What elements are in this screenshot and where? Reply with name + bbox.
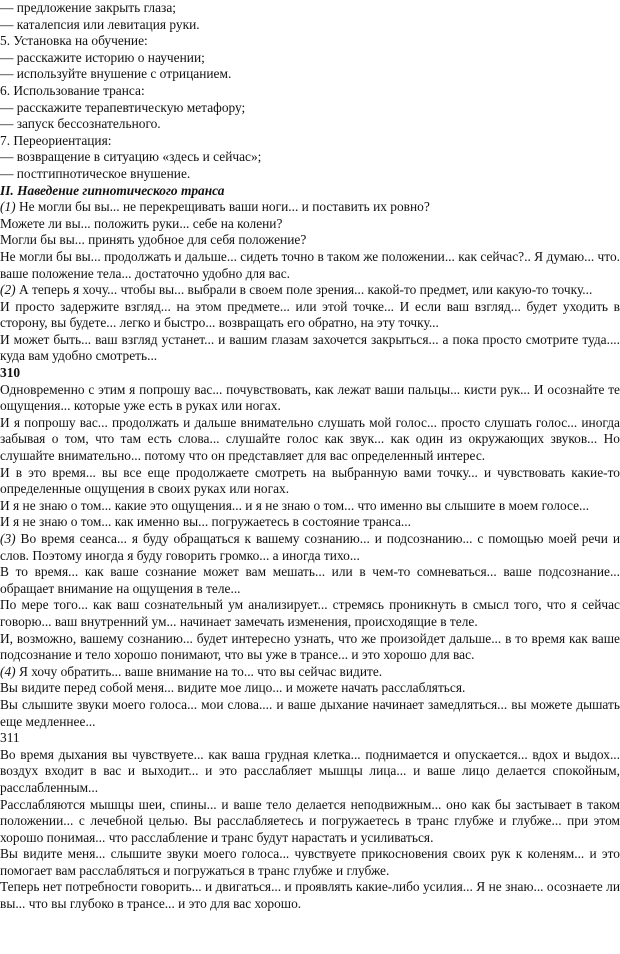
paragraph: Вы видите перед собой меня... видите мое лицо... и можете начать расслабляться.	[0, 680, 466, 696]
paragraph: Во время дыхания вы чувствуете... как ваша грудная клетка... поднимается и опускается... вдох и выдох... воздух входит в вас и выходит... и это расслабляет мышцы лица... и ваше лицо делается спокойным, расслабленным...	[0, 746, 620, 795]
paragraph: И я не знаю о том... какие это ощущения... и я не знаю о том... что именно вы слышите в моем голосе...	[0, 497, 590, 513]
paragraph: Не могли бы вы... продолжать и дальше... сидеть точно в таком же положении... как сейчас?.. Я думаю... что. ваше положение тела... достаточно удобно для вас.	[0, 248, 620, 281]
paragraph: Одновременно с этим я попрошу вас... почувствовать, как лежат ваши пальцы... кисти рук... И осознайте те ощущения... которые уже есть в руках или ногах.	[0, 381, 620, 414]
paragraph	[0, 282, 620, 299]
step-marker: (4)	[0, 663, 16, 679]
paragraph: Вы видите меня... слышите звуки моего голоса... чувствуете прикосновения своих рук к коленям... и это помогает вам расслабляться и погружаться в транс глубже и глубже.	[0, 846, 620, 878]
paragraph: И может быть... ваш взгляд устанет... и вашим глазам захочется закрыться... а пока просто смотрите туда.... куда вам удобно смотреть...	[0, 331, 620, 364]
paragraph: В то время... как ваше сознание может вам мешать... или в чем-то сомневаться... ваше подсознание... обращает внимание на ощущения в теле...	[0, 564, 620, 596]
paragraph-text: А теперь я хочу... чтобы вы... выбрали в своем поле зрения... какой-то предмет, или какую-то точку...	[15, 282, 593, 298]
page-number: 310	[0, 365, 21, 381]
list-item: — каталепсия или левитация руки.	[0, 16, 200, 32]
paragraph: Теперь нет потребности говорить... и двигаться... и проявлять какие-либо усилия... Я не знаю... осознаете ли вы... что вы глубоко в трансе... и это для вас хорошо.	[0, 879, 620, 912]
paragraph: И просто задержите взгляд... на этом предмете... или этой точке... И если ваш взгляд... будет уходить в сторону, вы будете... легко и быстро... возвращать его обратно, на эту точку...	[0, 298, 620, 331]
paragraph: По мере того... как ваш сознательный ум анализирует... стремясь проникнуть в смысл того, что я сейчас говорю... ваш внутренний ум... начинает замечать изменения, происходящие в теле.	[0, 597, 620, 629]
list-item: 7. Переориентация:	[0, 132, 112, 148]
list-item: — постгипнотическое внушение.	[0, 165, 191, 181]
paragraph: И я не знаю о том... как именно вы... погружаетесь в состояние транса...	[0, 514, 411, 530]
paragraph	[0, 531, 620, 564]
list-item: — предложение закрыть глаза;	[0, 0, 176, 15]
step-marker: (2)	[0, 282, 16, 298]
paragraph-text: Я хочу обратить... ваше внимание на то... что вы сейчас видите.	[15, 663, 383, 679]
paragraph-text: Не могли бы вы... не перекрещивать ваши ноги... и поставить их ровно?	[15, 199, 430, 215]
paragraph: Можете ли вы... положить руки... себе на колени?	[0, 215, 283, 231]
paragraph: И, возможно, вашему сознанию... будет интересно узнать, что же произойдет дальше... в то время как ваше подсознание и тело хорошо понимают, что вы уже в трансе... и это хорошо для вас.	[0, 630, 620, 663]
list-item: 6. Использование транса:	[0, 82, 145, 98]
section-heading: II. Наведение гипнотического транса	[0, 182, 225, 198]
list-item: — расскажите историю о научении;	[0, 49, 205, 65]
list-item: 5. Установка на обучение:	[0, 33, 148, 49]
step-marker: (1)	[0, 199, 16, 215]
induction-outline-list	[0, 0, 620, 183]
step-marker: (3)	[0, 531, 16, 546]
list-item: — используйте внушение с отрицанием.	[0, 66, 232, 82]
page-number: 311	[0, 730, 20, 746]
paragraph-text: Во время сеанса... я буду обращаться к вашему сознанию... и подсознанию... с помощью моей речи и слов. Поэтому иногда я буду говорить громко... а иногда тихо...	[0, 531, 620, 563]
list-item: — запуск бессознательного.	[0, 116, 161, 132]
paragraph: Вы слышите звуки моего голоса... мои слова.... и ваше дыхание начинает замедляться... вы можете дышать еще медленнее...	[0, 696, 620, 729]
list-item: — расскажите терапевтическую метафору;	[0, 99, 246, 115]
paragraph: И я попрошу вас... продолжать и дальше внимательно слушать мой голос... просто слушать голос... иногда забывая о том, что там есть слова... слушайте голос как звук... как один из окружающих звуков... Но слушайте внимательно... потому что он представляет для вас определенный интерес.	[0, 414, 620, 464]
paragraph: Могли бы вы... принять удобное для себя положение?	[0, 232, 307, 248]
paragraph: И в это время... вы все еще продолжаете смотреть на выбранную вами точку... и чувствовать какие-то определенные ощущения в своих руках или ногах.	[0, 464, 620, 497]
paragraph	[0, 664, 620, 681]
paragraph: Расслабляются мышцы шеи, спины... и ваше тело делается неподвижным... оно как бы застывает в таком положении... с лечебной целью. Вы расслабляетесь и погружаетесь в транс глубже и глубже... при этом хорошо понимая... что расслабление и транс будут нарастать и усиливаться.	[0, 796, 620, 845]
paragraph	[0, 199, 620, 216]
list-item: — возвращение в ситуацию «здесь и сейчас»;	[0, 149, 262, 165]
